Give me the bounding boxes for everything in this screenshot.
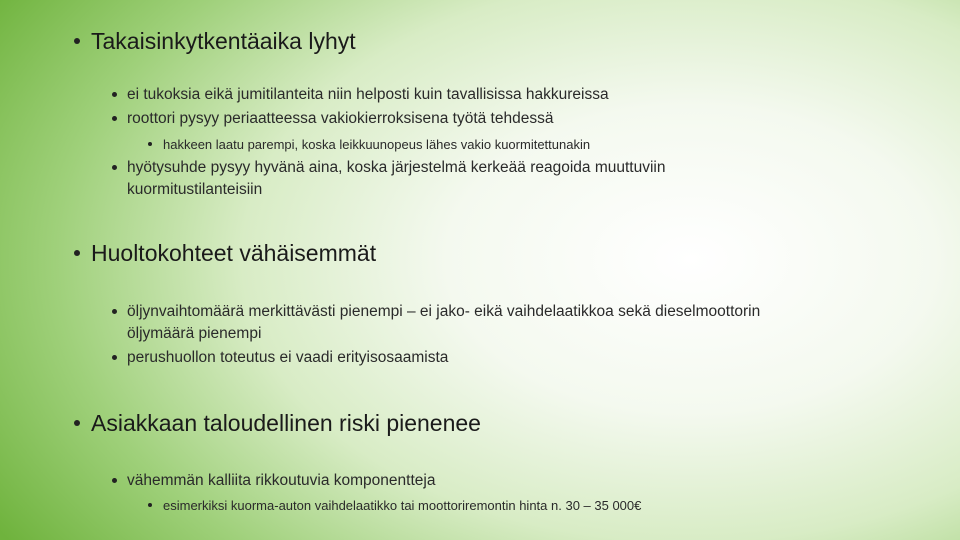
item-text-continuation: kuormitustilanteisiin (127, 181, 263, 198)
bullet-dot (74, 250, 80, 256)
item-text: hyötysuhde pysyy hyvänä aina, koska järjestelmä kerkeää reagoida muuttuviin (127, 159, 666, 176)
bullet-dot (148, 503, 152, 507)
bullet-dot (112, 309, 117, 314)
item-text: ei tukoksia eikä jumitilanteita niin helposti kuin tavallisissa hakkureissa (127, 86, 609, 103)
heading-asiakkaan-riski: Asiakkaan taloudellinen riski pienenee (91, 410, 481, 436)
item-text: perushuollon toteutus ei vaadi erityisosaamista (127, 349, 449, 366)
item-text: roottori pysyy periaatteessa vakiokierroksisena työtä tehdessä (127, 110, 554, 127)
bullet-dot (112, 92, 117, 97)
bullet-dot (74, 420, 80, 426)
bullet-dot (112, 116, 117, 121)
heading-takaisinkytkentaaika: Takaisinkytkentäaika lyhyt (91, 28, 356, 54)
item-text: hakkeen laatu parempi, koska leikkuunopeus lähes vakio kuormitettunakin (163, 137, 591, 152)
item-text: vähemmän kalliita rikkoutuvia komponentteja (127, 472, 436, 489)
item-text-continuation: öljymäärä pienempi (127, 325, 262, 342)
item-text: esimerkiksi kuorma-auton vaihdelaatikko tai moottoriremontin hinta n. 30 – 35 000€ (163, 498, 642, 513)
bullet-dot (112, 165, 117, 170)
heading-huoltokohteet: Huoltokohteet vähäisemmät (91, 240, 377, 266)
bullet-dot (112, 355, 117, 360)
bullet-dot (148, 142, 152, 146)
item-text: öljynvaihtomäärä merkittävästi pienempi – ei jako- eikä vaihdelaatikkoa sekä dieselmoottorin (127, 303, 761, 320)
bullet-dot (112, 478, 117, 483)
bullet-dot (74, 38, 80, 44)
